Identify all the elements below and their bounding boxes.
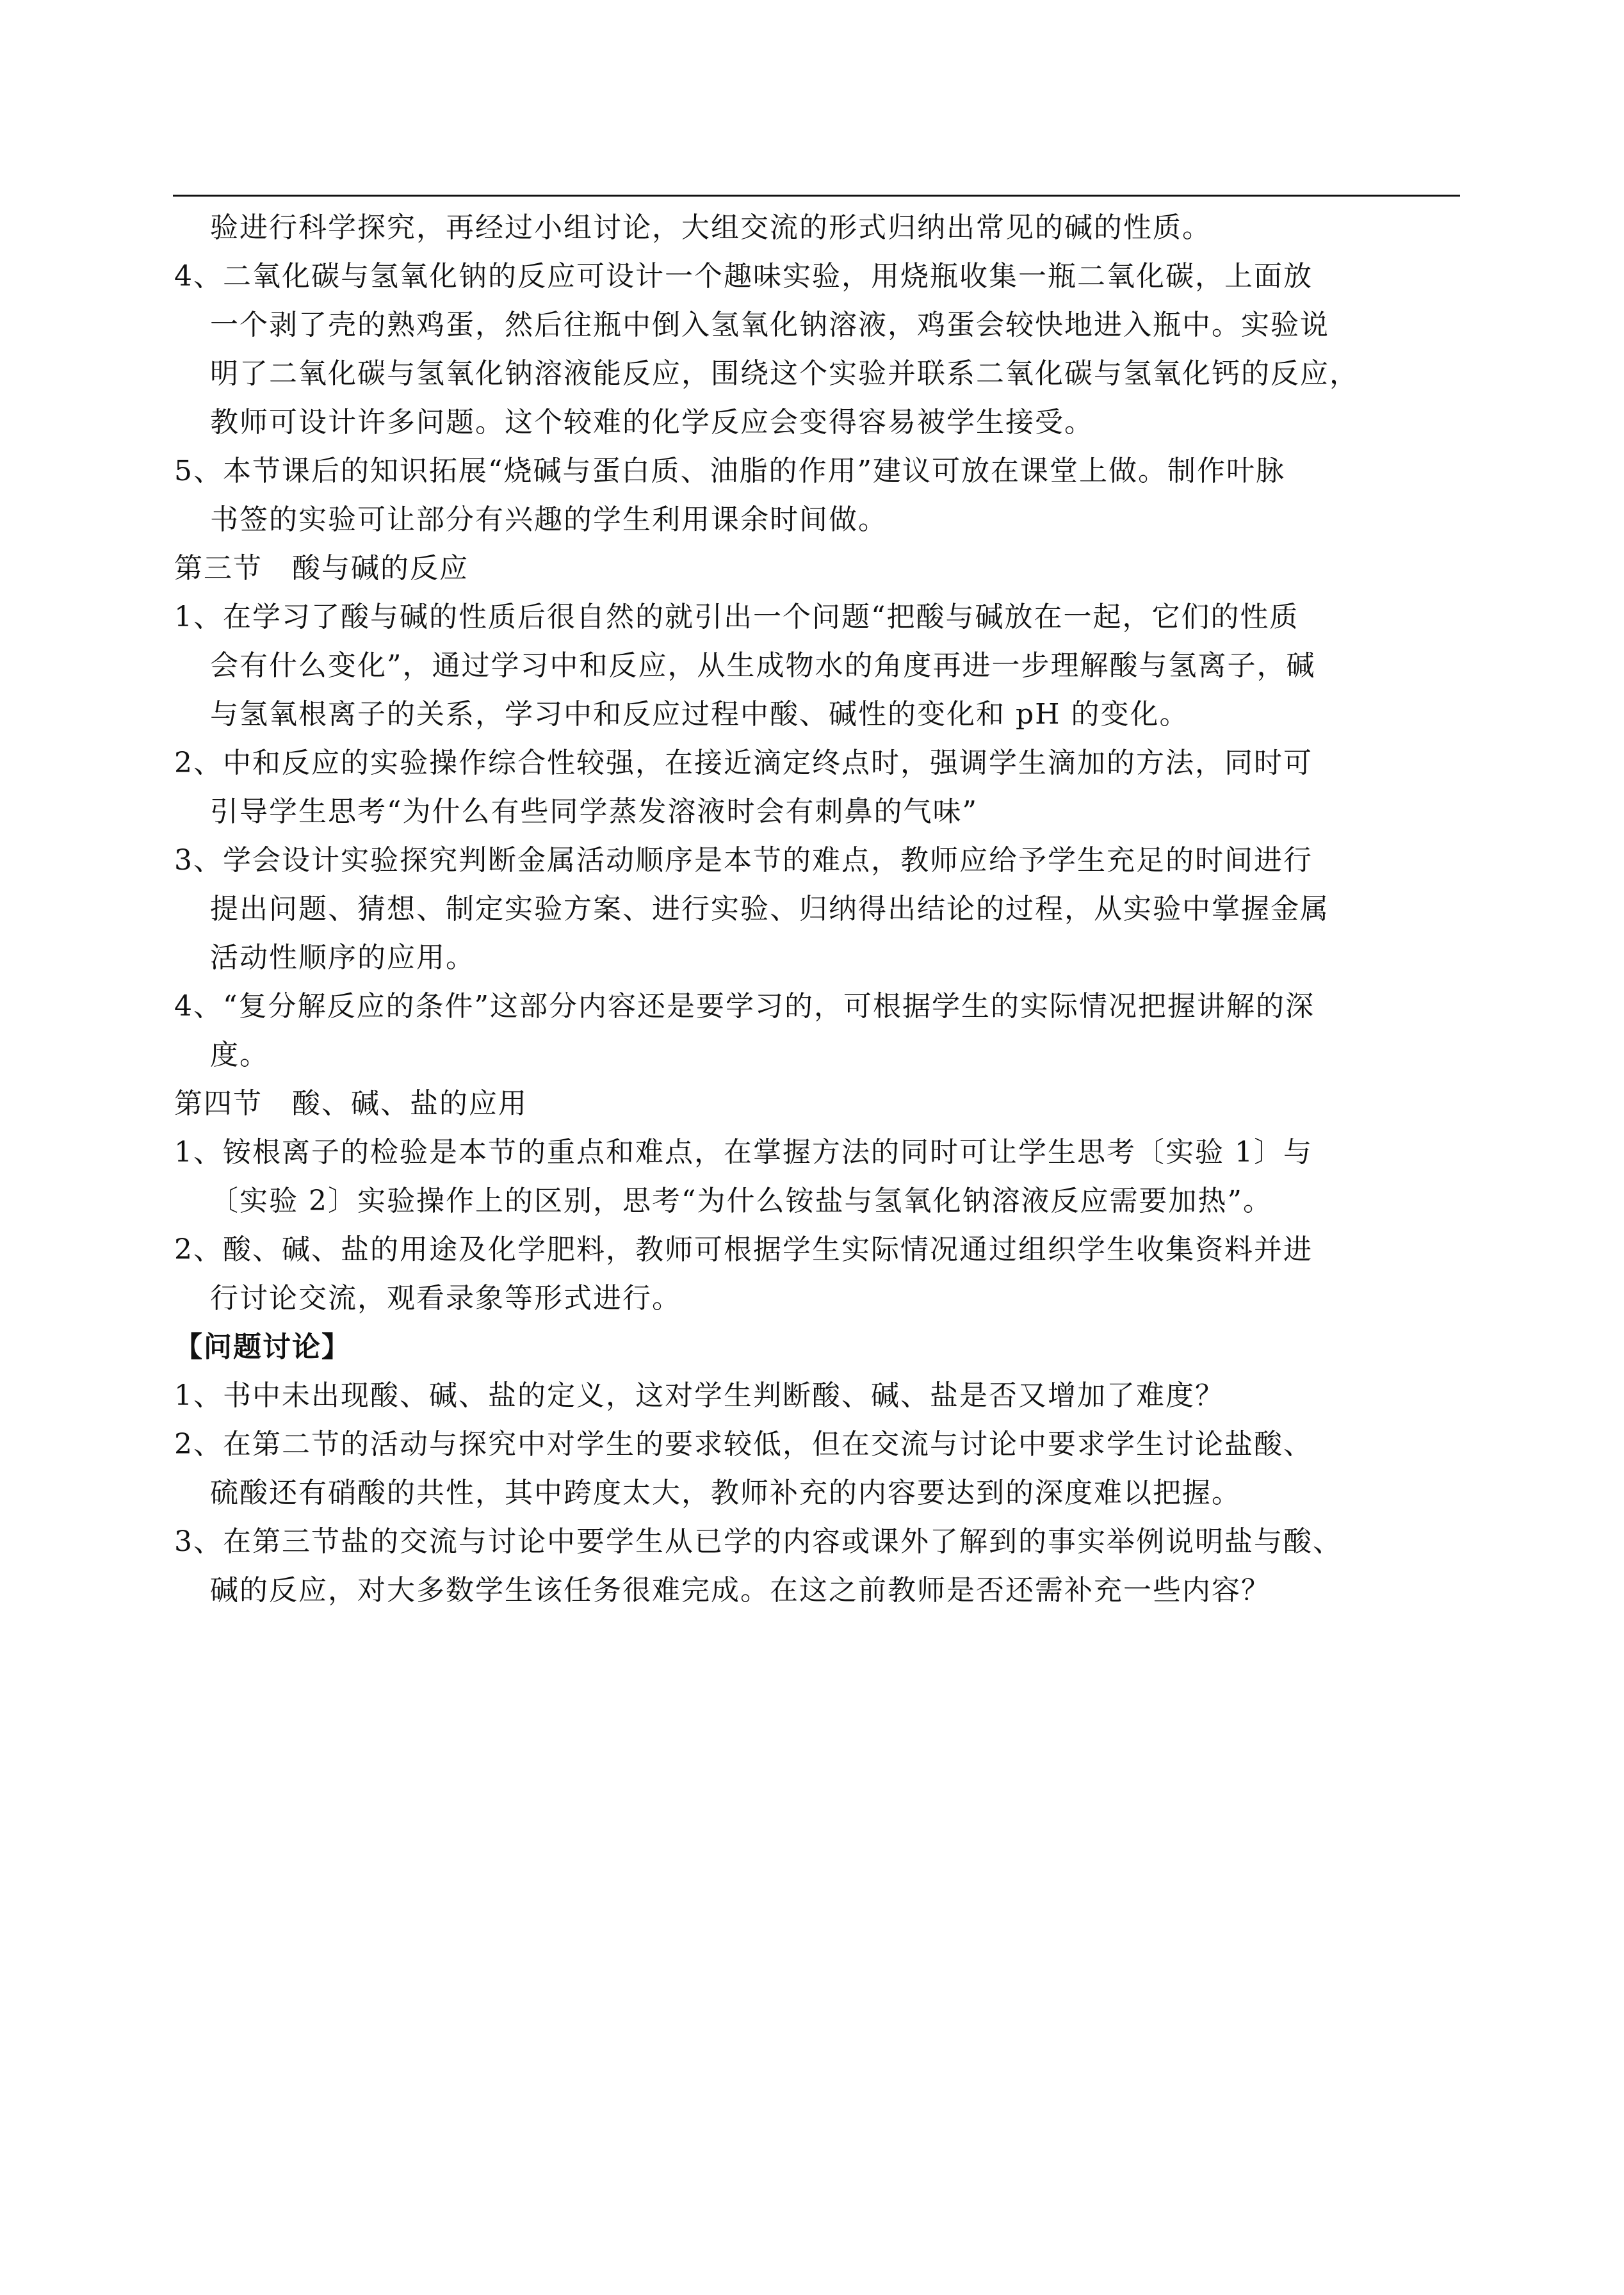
list-item-1: 1、铵根离子的检验是本节的重点和难点，在掌握方法的同时可让学生思考〔实验 1〕与 [174,1136,1313,1169]
text-line: 提出问题、猜想、制定实验方案、进行实验、归纳得出结论的过程，从实验中掌握金属 [210,893,1329,925]
section-heading-3: 第三节 酸与碱的反应 [174,552,469,585]
list-item-5: 5、本节课后的知识拓展“烧碱与蛋白质、油脂的作用”建议可放在课堂上做。制作叶脉 [174,455,1285,487]
text-line: 〔实验 2〕实验操作上的区别，思考“为什么铵盐与氢氧化钠溶液反应需要加热”。 [210,1185,1272,1217]
question-item-1: 1、书中未出现酸、碱、盐的定义，这对学生判断酸、碱、盐是否又增加了难度？ [174,1379,1224,1412]
question-item-3: 3、在第三节盐的交流与讨论中要学生从已学的内容或课外了解到的事实举例说明盐与酸、 [174,1525,1342,1558]
text-line: 会有什么变化”，通过学习中和反应，从生成物水的角度再进一步理解酸与氢离子，碱 [210,649,1316,682]
text-line: 硫酸还有硝酸的共性，其中跨度太大，教师补充的内容要达到的深度难以把握。 [210,1477,1241,1509]
section-heading-4: 第四节 酸、碱、盐的应用 [174,1087,528,1120]
list-item-2: 2、酸、碱、盐的用途及化学肥料，教师可根据学生实际情况通过组织学生收集资料并进 [174,1233,1313,1266]
text-line: 一个剥了壳的熟鸡蛋，然后往瓶中倒入氢氧化钠溶液，鸡蛋会较快地进入瓶中。实验说 [210,309,1329,341]
text-line: 验进行科学探究，再经过小组讨论，大组交流的形式归纳出常见的碱的性质。 [210,211,1212,244]
document-body [174,204,1461,1615]
text-line: 引导学生思考“为什么有些同学蒸发溶液时会有刺鼻的气味” [210,795,978,828]
list-item-3: 3、学会设计实验探究判断金属活动顺序是本节的难点，教师应给予学生充足的时间进行 [174,844,1313,877]
text-line: 碱的反应，对大多数学生该任务很难完成。在这之前教师是否还需补充一些内容？ [210,1574,1271,1607]
text-line: 明了二氧化碳与氢氧化钠溶液能反应，围绕这个实验并联系二氧化碳与氢氧化钙的反应， [210,357,1359,390]
header-rule [173,195,1460,197]
list-item-4: 4、二氧化碳与氢氧化钠的反应可设计一个趣味实验，用烧瓶收集一瓶二氧化碳，上面放 [174,260,1313,293]
list-item-1: 1、在学习了酸与碱的性质后很自然的就引出一个问题“把酸与碱放在一起，它们的性质 [174,601,1299,633]
question-item-2: 2、在第二节的活动与探究中对学生的要求较低，但在交流与讨论中要求学生讨论盐酸、 [174,1428,1313,1461]
text-line: 活动性顺序的应用。 [210,941,475,974]
text-line: 书签的实验可让部分有兴趣的学生利用课余时间做。 [210,503,888,536]
text-line: 教师可设计许多问题。这个较难的化学反应会变得容易被学生接受。 [210,406,1094,439]
text-line: 与氢氧根离子的关系，学习中和反应过程中酸、碱性的变化和 pH 的变化。 [210,698,1189,731]
text-line: 度。 [210,1039,269,1071]
text-line: 行讨论交流，观看录象等形式进行。 [210,1282,681,1315]
list-item-4: 4、“复分解反应的条件”这部分内容还是要学习的，可根据学生的实际情况把握讲解的深 [174,990,1315,1023]
list-item-2: 2、中和反应的实验操作综合性较强，在接近滴定终点时，强调学生滴加的方法，同时可 [174,747,1313,779]
discussion-heading: 【问题讨论】 [174,1331,351,1363]
